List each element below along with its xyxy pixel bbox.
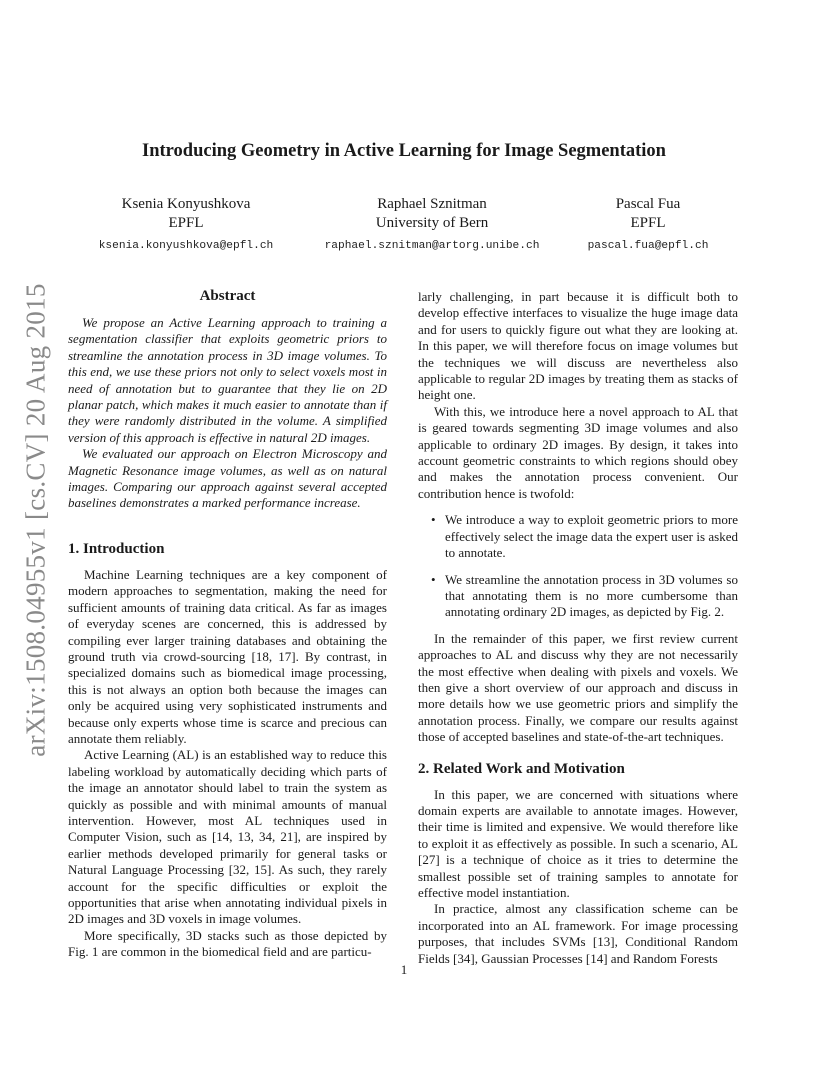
author-email[interactable]: ksenia.konyushkova@epfl.ch: [98, 240, 274, 252]
left-column: [68, 287, 387, 961]
author-email[interactable]: raphael.sznitman@artorg.unibe.ch: [324, 240, 540, 252]
list-item-text: We streamline the annotation process in 3D volumes so that annotating them is no more cumbersome than annotating ordinary 2D images, as depicted by Fig. 2.: [445, 571, 738, 620]
author-block: [560, 195, 736, 255]
author-name: Ksenia Konyushkova: [121, 196, 251, 212]
body-paragraph: Active Learning (AL) is an established way to reduce this labeling workload by automatically deciding which parts of the image an annotator should label to train the system as quickly as possible and with minimal amounts of manual intervention. However, most AL techniques used in Computer Vision, such as [14, 13, 34, 21], are inspired by earlier methods developed primarily for general tasks or Natural Language Processing [32, 15]. As such, they rarely account for the specific difficulties or exploit the opportunities that arise when annotating individual pixels in 2D images and 3D voxels in image volumes.: [68, 747, 387, 927]
bullet-icon: •: [431, 512, 436, 528]
author-block: [306, 195, 558, 255]
list-item: [418, 512, 738, 561]
body-paragraph: larly challenging, in part because it is difficult both to develop effective interfaces to visualize the huge image data and for users to quickly figure out what they are looking at. In this paper, we will therefore focus on image volumes but the techniques we will discuss are nevertheless also applicable to regular 2D images by treating them as stacks of height one.: [418, 289, 738, 403]
author-name: Raphael Sznitman: [377, 196, 487, 212]
body-paragraph: Machine Learning techniques are a key component of modern approaches to segmentation, making the need for sufficient amounts of training data critical. As far as images of everyday scenes are concerned, this is addressed by compiling ever larger training databases and obtaining the ground truth via crowd-sourcing [18, 17]. By contrast, in specialized domains such as biomedical image processing, this is not always an option both because the images can only be acquired using very sophisticated instruments and because only experts whose time is scarce and precious can annotate them reliably.: [68, 566, 387, 746]
author-affiliation: University of Bern: [375, 215, 489, 231]
section-heading-introduction: 1. Introduction: [68, 540, 165, 557]
author-name: Pascal Fua: [615, 196, 681, 212]
abstract-section: [68, 287, 387, 512]
body-paragraph: In this paper, we are concerned with situations where domain experts are available to annotate images. However, their time is limited and expensive. We would therefore like to exploit it as effectively as possible. In such a scenario, AL [27] is a technique of choice as it tries to determine the smallest possible set of training samples to annotate for effective model instantiation.: [418, 786, 738, 900]
body-paragraph: With this, we introduce here a novel approach to AL that is geared towards segmenting 3D image volumes and also applicable to ordinary 2D images. By design, it takes into account geometric constraints to which regions should obey and makes the annotation process convenient. Our contribution hence is twofold:: [418, 403, 738, 501]
abstract-paragraph: We evaluated our approach on Electron Microscopy and Magnetic Resonance image volumes, as well as on natural images. Comparing our approach against several accepted baselines demonstrates a marked performance increase.: [68, 446, 387, 511]
list-item-text: We introduce a way to exploit geometric priors to more effectively select the image data the expert user is asked to annotate.: [445, 512, 738, 561]
arxiv-stamp-text: arXiv:1508.04955v1 [cs.CV] 20 Aug 2015: [20, 283, 51, 757]
body-paragraph: More specifically, 3D stacks such as those depicted by Fig. 1 are common in the biomedical field and are particu-: [68, 927, 387, 960]
paper-title: Introducing Geometry in Active Learning for Image Segmentation: [142, 141, 666, 161]
right-column: [418, 289, 738, 967]
author-block: [66, 195, 306, 255]
author-affiliation: EPFL: [630, 215, 666, 231]
body-paragraph: In practice, almost any classification scheme can be incorporated into an AL framework. For image processing purposes, that includes SVMs [13], Conditional Random Fields [34], Gaussian Processes [14] and Random Forests: [418, 901, 738, 966]
abstract-heading: Abstract: [199, 288, 256, 304]
bullet-icon: •: [431, 571, 436, 587]
contribution-list: [418, 512, 738, 620]
author-email[interactable]: pascal.fua@epfl.ch: [587, 240, 709, 252]
body-paragraph: In the remainder of this paper, we first review current approaches to AL and discuss why they are not necessarily the most effective when dealing with pixels and voxels. We then give a short overview of our approach and discuss in more details how we use geometric priors and simplify the annotation process. Finally, we compare our results against those of accepted baselines and state-of-the-art techniques.: [418, 630, 738, 745]
author-affiliation: EPFL: [168, 215, 204, 231]
section-heading-related-work: 2. Related Work and Motivation: [418, 760, 625, 777]
list-item: [418, 572, 738, 621]
page-number: 1: [400, 962, 408, 977]
abstract-paragraph: We propose an Active Learning approach to training a segmentation classifier that exploits geometric priors to streamline the annotation process in 3D image volumes. To this end, we use these priors not only to select voxels most in need of annotation but to guarantee that they lie on 2D planar patch, which makes it much easier to annotate than if they were randomly distributed in the volume. A simplified version of this approach is effective in natural 2D images.: [68, 315, 387, 445]
